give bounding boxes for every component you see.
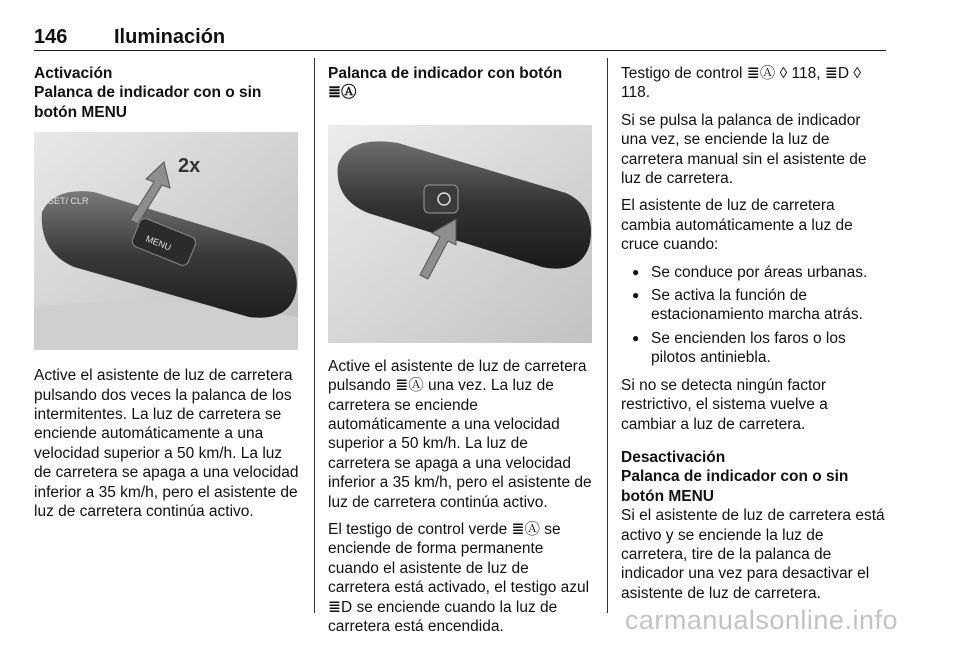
subheading: Palanca de indicador con o sin botón MENU xyxy=(34,84,262,121)
page-header xyxy=(34,26,225,49)
condition-list xyxy=(621,263,887,368)
high-beam-button xyxy=(424,185,458,213)
column-2 xyxy=(328,64,594,645)
paragraph: Si no se detecta ningún factor restrictivo, el sistema vuelve a cambiar a luz de carretera. xyxy=(621,376,828,433)
menu-label: MENU xyxy=(144,233,173,253)
paragraph: Testigo de control ≣Ⓐ ◊ 118, ≣D ◊ 118. xyxy=(621,65,862,102)
paragraph: Si el asistente de luz de carretera está activo y se enciende la luz de carretera, tire de la palanca de indicador una vez para desactivar el asistente de luz de carretera. xyxy=(621,507,885,602)
column-1 xyxy=(34,64,300,529)
subheading: Palanca de indicador con o sin botón MENU xyxy=(621,468,849,505)
paragraph: El testigo de control verde ≣Ⓐ se enciende de forma permanente cuando el asistente de luz de carretera está activado, el testigo azul ≣D se enciende cuando la luz de carretera está encendida. xyxy=(328,521,590,636)
column-3 xyxy=(621,64,887,611)
paragraph: Si se pulsa la palanca de indicador una vez, se enciende la luz de carretera manual sin el asistente de luz de carretera. xyxy=(621,111,867,188)
page-title: Iluminación xyxy=(114,26,226,48)
list-item: ● Se conduce por áreas urbanas. xyxy=(621,263,887,282)
column-divider xyxy=(314,58,315,613)
stalk-figure-1 xyxy=(34,132,298,350)
section-heading: Activación xyxy=(34,65,113,82)
page-number: 146 xyxy=(34,26,68,48)
list-item: ● Se encienden los faros o los pilotos antiniebla. xyxy=(621,329,887,368)
paragraph: El asistente de luz de carretera cambia automáticamente a luz de cruce cuando: xyxy=(621,197,853,254)
set-clr-label: SET/ CLR xyxy=(48,196,89,207)
subheading: Palanca de indicador con botón ≣Ⓐ xyxy=(328,65,563,102)
twice-label: 2x xyxy=(178,155,201,178)
stalk-figure-2 xyxy=(328,125,592,343)
paragraph: Active el asistente de luz de carretera pulsando dos veces la palanca de los intermitentes. La luz de carretera se enciende automáticamente a una velocidad superior a 50 km/h. La luz de carretera se apaga a una velocidad inferior a 35 km/h, pero el asistente de luz de carretera continúa activo. xyxy=(34,367,299,521)
list-item: ● Se activa la función de estacionamiento marcha atrás. xyxy=(621,286,887,325)
column-divider xyxy=(607,58,608,613)
stalk-button-illustration xyxy=(328,125,592,343)
header-rule xyxy=(34,50,886,51)
watermark: carmanualsonline.info xyxy=(624,605,898,635)
section-heading: Desactivación xyxy=(621,448,726,466)
stalk-illustration xyxy=(34,132,298,350)
paragraph: Active el asistente de luz de carretera pulsando ≣Ⓐ una vez. La luz de carretera se enciende automáticamente a una velocidad superior a 50 km/h. La luz de carretera se apaga a una velocidad inferior a 35 km/h, pero el asistente de luz de carretera continúa activo. xyxy=(328,357,592,511)
